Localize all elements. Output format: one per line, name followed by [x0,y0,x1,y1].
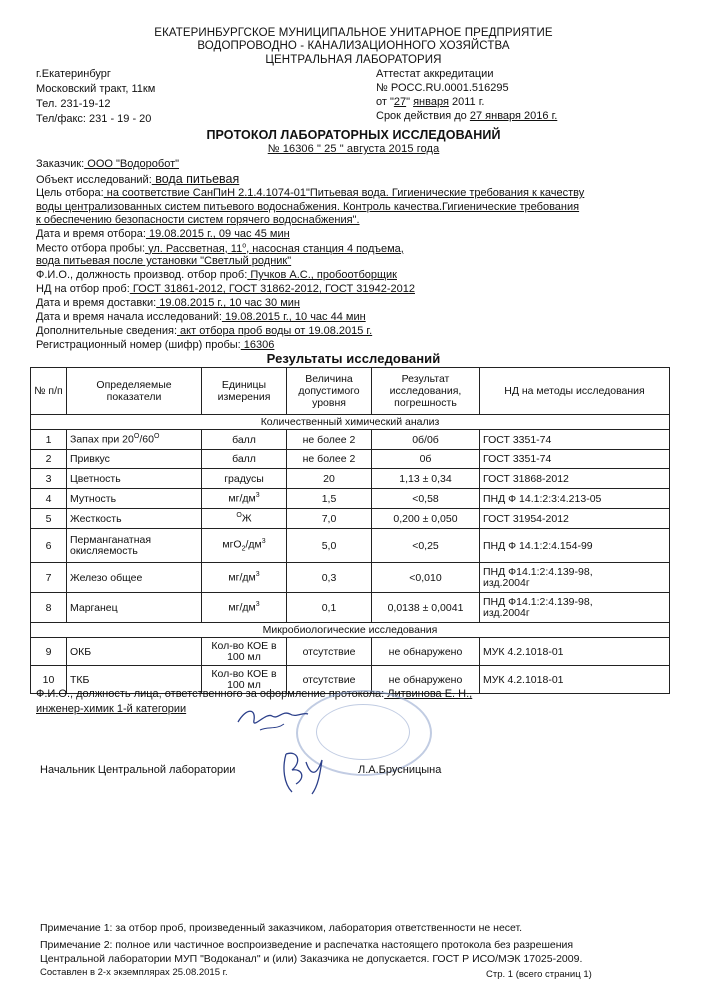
table-row [31,430,670,450]
object-label: Объект исследований: [36,174,152,186]
row-limit: отсутствие [287,638,372,666]
org-name-line2: ВОДОПРОВОДНО - КАНАЛИЗАЦИОННОГО ХОЗЯЙСТВА [197,40,510,52]
composed-note: Составлен в 2-х экземплярах 25.08.2015 г. [40,967,228,978]
unit-text: мг/дм [228,571,256,584]
row-method: ГОСТ 31868-2012 [480,469,670,489]
header-num: № п/п [31,368,67,415]
row-unit [202,563,287,593]
header-indicator: Определяемые показатели [67,368,202,415]
purpose-row-3: к обеспечению безопасности систем горячего водоснабжения". [36,214,360,226]
results-title: Результаты исследований [266,351,441,366]
unit-text: мг/дм [228,601,256,614]
row-limit: не более 2 [287,450,372,469]
row-unit [202,638,287,666]
unit-line: 100 мл [227,678,261,691]
row-result: 0б [372,450,480,469]
row-result: 0,200 ± 0,050 [372,509,480,529]
responsible-position: инженер-химик 1-й категории [36,703,187,715]
delivery-value: 19.08.2015 г., 10 час 30 мин [156,297,300,309]
sampling-date-label: Дата и время отбора: [36,228,146,240]
accreditation-date [376,96,484,108]
table-row [31,563,670,593]
sampling-place-street: ул. Рассветная, 11 [145,242,243,255]
delivery-label: Дата и время доставки: [36,297,157,309]
row-indicator: Мутность [67,489,202,509]
row-method: МУК 4.2.1018-01 [480,638,670,666]
org-name-line3: ЦЕНТРАЛЬНАЯ ЛАБОРАТОРИЯ [265,54,442,66]
row-indicator: Железо общее [67,563,202,593]
row-num: 9 [31,638,67,666]
row-num: 3 [31,469,67,489]
row-limit: 1,5 [287,489,372,509]
head-title: Начальник Центральной лаборатории [40,764,236,776]
row-num: 1 [31,430,67,450]
row-limit: 7,0 [287,509,372,529]
from-year: 2011 г. [448,96,485,108]
row-num: 4 [31,489,67,509]
address-street: Московский тракт, 11км [36,83,156,95]
unit-sup: 3 [255,601,260,609]
row-limit: 20 [287,469,372,489]
indicator-part: /60 [139,433,154,446]
row-unit [202,509,287,529]
sampling-place-station: , насосная станция 4 подъема, [246,242,404,255]
row-indicator: Марганец [67,593,202,623]
row-limit: 0,1 [287,593,372,623]
row-num: 5 [31,509,67,529]
row-indicator [67,529,202,563]
unit-sub: 2 [241,545,246,553]
row-unit [202,489,287,509]
delivery-row [36,297,300,309]
sampling-date-value: 19.08.2015 г., 09 час 45 мин [145,228,290,240]
table-row [31,593,670,623]
accreditation-valid [376,110,557,122]
unit-sup: 3 [255,571,260,579]
method-line: изд.2004г [483,606,530,619]
row-limit: не более 2 [287,430,372,450]
row-indicator: ТКБ [67,666,202,694]
degree-mark: О [133,433,140,441]
row-result: 1,13 ± 0,34 [372,469,480,489]
row-method [480,593,670,623]
sampling-place-label: Место отбора пробы: [36,242,146,255]
row-method: МУК 4.2.1018-01 [480,666,670,694]
row-num: 2 [31,450,67,469]
table-row [31,529,670,563]
indicator-line: окисляемость [70,544,138,557]
sampling-place-row-2: вода питьевая после установки "Светлый родник" [36,255,292,267]
sampler-row [36,269,397,281]
row-unit: балл [202,430,287,450]
row-limit: 5,0 [287,529,372,563]
purpose-value-1: на соответствие СанПиН 2.1.4.1074-01"Питьевая вода. Гигиенические требования к качеству [103,187,585,199]
object-row [36,172,239,186]
degree-mark: о [242,242,247,249]
protocol-title: ПРОТОКОЛ ЛАБОРАТОРНЫХ ИССЛЕДОВАНИЙ [206,128,501,142]
row-method: ПНД Ф 14.1:2:3:4.213-05 [480,489,670,509]
row-unit: градусы [202,469,287,489]
row-indicator: Жесткость [67,509,202,529]
section-micro: Микробиологические исследования [31,623,670,638]
purpose-label: Цель отбора: [36,187,104,199]
header-unit: Единицы измерения [202,368,287,415]
unit-sup: О [236,512,242,520]
sampling-date-row [36,228,290,240]
degree-mark: О [153,433,160,441]
signature-responsible [232,700,312,740]
nd-value: ГОСТ 31861-2012, ГОСТ 31862-2012, ГОСТ 31942-2012 [129,283,415,295]
from-month: января [413,96,449,108]
row-unit [202,529,287,563]
start-row [36,311,366,323]
unit-text: /дм [245,538,262,551]
sampling-place-value-1 [145,243,404,255]
method-line: ПНД Ф14.1:2:4.139-98, [483,595,593,608]
from-day: 27 [393,96,407,108]
unit-sup: 3 [255,492,260,500]
table-row [31,638,670,666]
purpose-row-2: воды централизованных систем питьевого водоснабжения. Контроль качества.Гигиенические требования [36,201,580,213]
table-header-row [31,368,670,415]
method-line: ПНД Ф14.1:2:4.139-98, [483,565,593,578]
row-result: <0,25 [372,529,480,563]
row-num: 7 [31,563,67,593]
unit-text: Ж [241,512,252,525]
row-indicator: ОКБ [67,638,202,666]
extra-label: Дополнительные сведения: [36,325,177,337]
header-result: Результат исследования, погрешность [372,368,480,415]
sampler-label: Ф.И.О., должность производ. отбор проб: [36,269,248,281]
unit-text: мгО [222,538,242,551]
unit-line: 100 мл [227,650,261,663]
responsible-row [36,688,472,700]
from-mid: " [406,96,414,108]
results-table [30,367,670,694]
extra-value: акт отбора проб воды от 19.08.2015 г. [177,325,373,337]
row-method: ГОСТ 31954-2012 [480,509,670,529]
row-limit: 0,3 [287,563,372,593]
unit-text: мг/дм [228,492,256,505]
row-result: 0,0138 ± 0,0041 [372,593,480,623]
signature-head [276,748,336,798]
unit-line: Кол-во КОЕ в [211,667,277,680]
responsible-name: Литвинова Е. Н., [384,688,473,700]
customer-value: ООО "Водоробот" [84,158,180,170]
method-line: изд.2004г [483,576,530,589]
responsible-label: Ф.И.О., должность лица, ответственного за оформление протокола: [36,688,385,700]
table-row [31,450,670,469]
row-method: ГОСТ 3351-74 [480,450,670,469]
accreditation-number: № РОСС.RU.0001.516295 [376,82,509,94]
protocol-number: № 16306 " 25 " августа 2015 года [267,143,440,155]
address-fax: Тел/факс: 231 - 19 - 20 [36,113,152,125]
start-label: Дата и время начала исследований: [36,311,222,323]
customer-label: Заказчик: [36,158,85,170]
row-result: <0,010 [372,563,480,593]
table-row [31,509,670,529]
address-phone: Тел. 231-19-12 [36,98,111,110]
row-method: ПНД Ф 14.1:2:4.154-99 [480,529,670,563]
header-method: НД на методы исследования [480,368,670,415]
row-result: не обнаружено [372,638,480,666]
row-num: 8 [31,593,67,623]
row-indicator: Цветность [67,469,202,489]
row-result: не обнаружено [372,666,480,694]
unit-sup: 3 [261,538,266,546]
reg-label: Регистрационный номер (шифр) пробы: [36,339,241,351]
row-method: ГОСТ 3351-74 [480,430,670,450]
row-result: <0,58 [372,489,480,509]
row-num: 6 [31,529,67,563]
row-num: 10 [31,666,67,694]
section-row [31,623,670,638]
extra-row [36,325,372,337]
header-limit: Величина допустимого уровня [287,368,372,415]
note-2-line1: Примечание 2: полное или частичное воспроизведение и распечатка настоящего протокола без разрешения [40,939,574,951]
indicator-line: Перманганатная [70,533,152,546]
indicator-part: Запах при 20 [70,433,134,446]
valid-label: Срок действия до [376,110,470,122]
accreditation-title: Аттестат аккредитации [376,68,494,80]
unit-line: Кол-во КОЕ в [211,639,277,652]
valid-date: 27 января 2016 г. [469,110,558,122]
row-indicator [67,430,202,450]
row-result: 0б/0б [372,430,480,450]
table-row [31,469,670,489]
section-chem: Количественный химический анализ [31,415,670,430]
row-limit: отсутствие [287,666,372,694]
address-city: г.Екатеринбург [36,68,111,80]
sampler-value: Пучков А.С., пробоотборщик [247,269,397,281]
org-name-line1: ЕКАТЕРИНБУРГСКОЕ МУНИЦИПАЛЬНОЕ УНИТАРНОЕ ПРЕДПРИЯТИЕ [154,27,553,39]
section-row [31,415,670,430]
purpose-row-1 [36,187,584,199]
table-row [31,489,670,509]
head-name: Л.А.Брусницына [358,764,442,776]
from-label: от " [376,96,394,108]
sampling-place-row-1 [36,242,404,255]
row-unit: балл [202,450,287,469]
note-1: Примечание 1: за отбор проб, произведенный заказчиком, лаборатория ответственности не несет. [40,922,523,934]
nd-row [36,283,415,295]
reg-row [36,339,274,351]
page-number: Стр. 1 (всего страниц 1) [486,969,592,980]
note-2-line2: Центральной лаборатории МУП "Водоканал" и (или) Заказчика не допускается. ГОСТ Р ИСО/МЭК 17025-2009. [40,953,583,965]
row-indicator: Привкус [67,450,202,469]
object-value: вода питьевая [151,172,240,186]
nd-label: НД на отбор проб: [36,283,130,295]
customer-row [36,158,179,170]
start-value: 19.08.2015 г., 10 час 44 мин [221,311,366,323]
reg-value: 16306 [240,339,275,351]
row-method [480,563,670,593]
row-unit [202,593,287,623]
